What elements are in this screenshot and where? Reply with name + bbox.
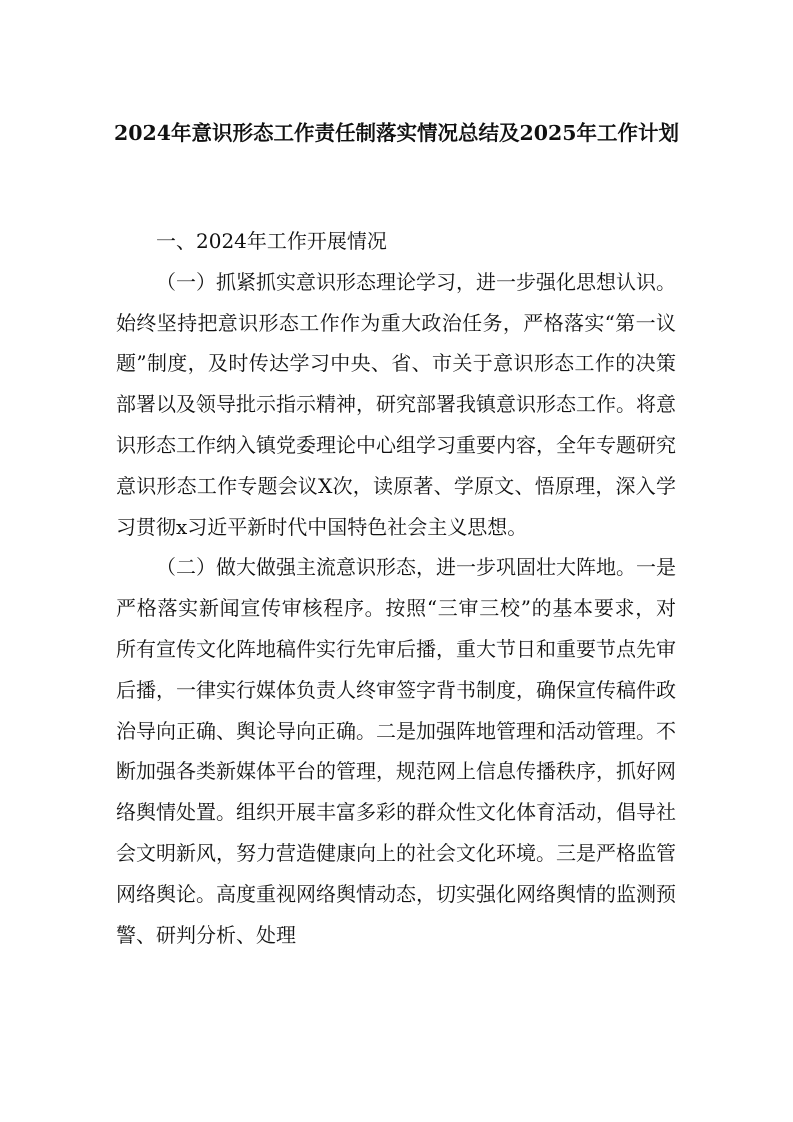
paragraph-2: （二）做大做强主流意识形态，进一步巩固壮大阵地。一是严格落实新闻宣传审核程序。按照“三审三校”的基本要求，对所有宣传文化阵地稿件实行先审后播，重大节日和重要节点先审后播，一律实行媒体负责人终审签字背书制度，确保宣传稿件政治导向正确、舆论导向正确。二是加强阵地管理和活动管理。不断加强各类新媒体平台的管理，规范网上信息传播秩序，抓好网络舆情处置。组织开展丰富多彩的群众性文化体育活动，倡导社会文明新风，努力营造健康向上的社会文化环境。三是严格监管网络舆论。高度重视网络舆情动态，切实强化网络舆情的监测预警、研判分析、处理 bbox=[116, 555, 676, 947]
document-title: 2024年意识形态工作责任制落实情况总结及2025年工作计划 bbox=[113, 121, 680, 145]
paragraph-1: （一）抓紧抓实意识形态理论学习，进一步强化思想认识。始终坚持把意识形态工作作为重大政治任务，严格落实“第一议题”制度，及时传达学习中央、省、市关于意识形态工作的决策部署以及领导批示指示精神，研究部署我镇意识形态工作。将意识形态工作纳入镇党委理论中心组学习重要内容，全年专题研究意识形态工作专题会议X次，读原著、学原文、悟原理，深入学习贯彻x习近平新时代中国特色社会主义思想。 bbox=[116, 269, 676, 539]
document-body bbox=[116, 221, 676, 955]
section-heading: 一、2024年工作开展情况 bbox=[156, 229, 387, 253]
